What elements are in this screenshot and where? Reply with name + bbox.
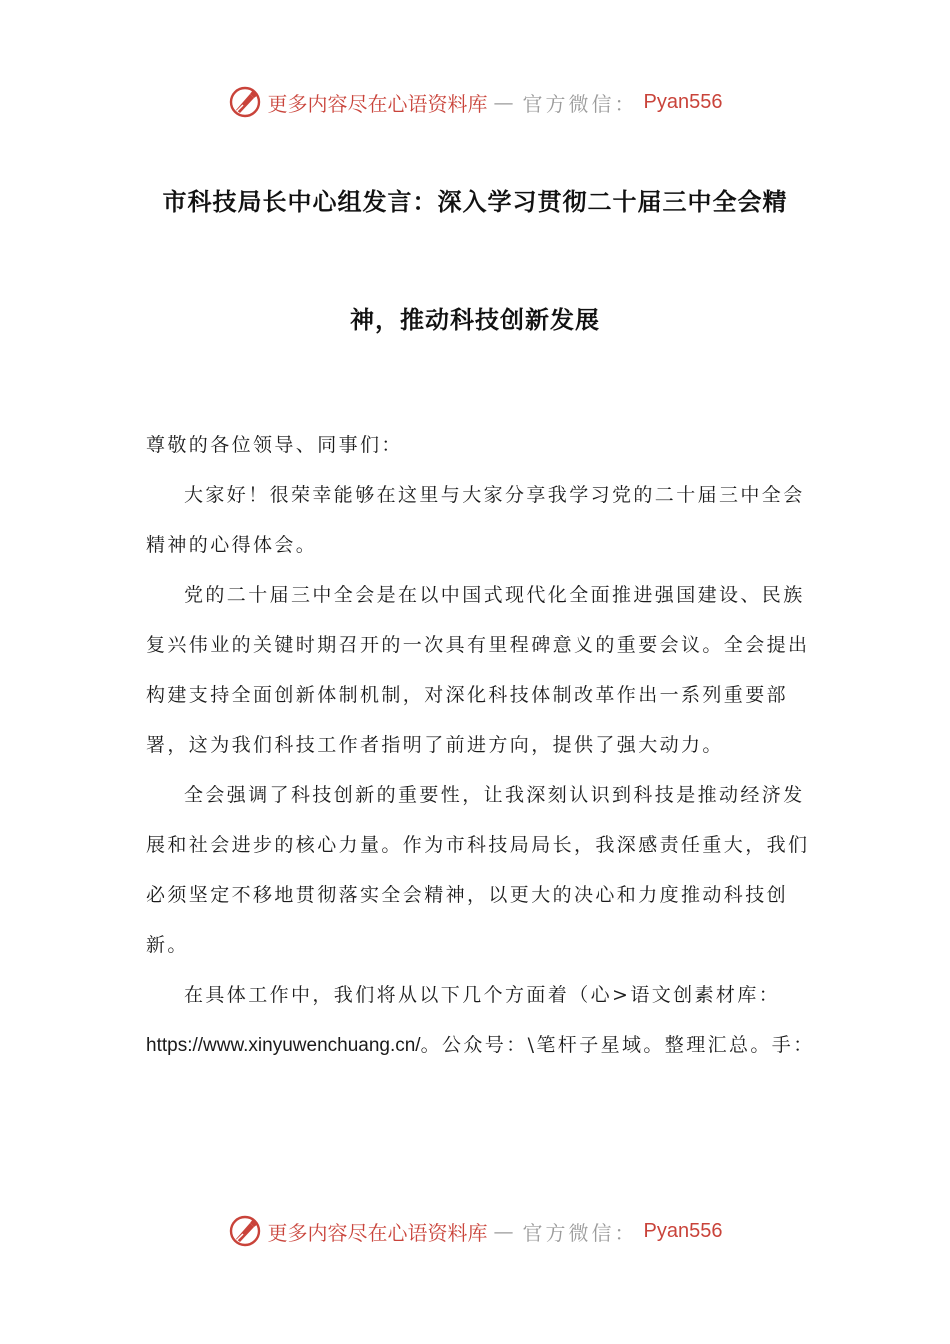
banner-wechat-id: Pyan556 — [643, 1219, 723, 1242]
pen-nib-logo-icon — [228, 85, 262, 119]
paragraph-1: 大家好！很荣幸能够在这里与大家分享我学习党的二十届三中全会精神的心得体会。 — [146, 484, 805, 556]
document-body — [146, 420, 816, 1071]
paragraph-4 — [146, 970, 816, 1071]
banner-slogan: 更多内容尽在心语资料库 — [267, 1220, 488, 1245]
header-banner — [0, 82, 950, 122]
banner-dash: — — [493, 1219, 517, 1243]
salutation: 尊敬的各位领导、同事们： — [146, 434, 403, 456]
pen-nib-logo-icon — [228, 1214, 262, 1248]
source-url: https://www.xinyuwenchuang.cn/ — [146, 1035, 421, 1056]
paragraph-3: 全会强调了科技创新的重要性，让我深刻认识到科技是推动经济发展和社会进步的核心力量。作为市科技局局长，我深感责任重大，我们必须坚定不移地贯彻落实全会精神，以更大的决心和力度推动科技创新。 — [146, 784, 810, 956]
paragraph-2: 党的二十届三中全会是在以中国式现代化全面推进强国建设、民族复兴伟业的关键时期召开的一次具有里程碑意义的重要会议。全会提出构建支持全面创新体制机制，对深化科技体制改革作出一系列重要部署，这为我们科技工作者指明了前进方向，提供了强大动力。 — [146, 584, 810, 756]
paragraph-4-text: 在具体工作中，我们将从以下几个方面着（心>语文创素材库： — [184, 984, 781, 1006]
banner-wechat-label: 官方微信： — [522, 1220, 638, 1245]
banner-wechat-id: Pyan556 — [643, 90, 723, 113]
document-title-line-1: 市科技局长中心组发言：深入学习贯彻二十届三中全会精 — [162, 188, 788, 216]
paragraph-4-tail: 。公众号：\笔杆子星域。整理汇总。手： — [420, 1034, 815, 1056]
banner-wechat-label: 官方微信： — [522, 91, 638, 116]
banner-dash: — — [493, 90, 517, 114]
banner-slogan: 更多内容尽在心语资料库 — [267, 91, 488, 116]
footer-banner — [0, 1211, 950, 1251]
document-title-line-2: 神，推动科技创新发展 — [350, 306, 600, 334]
